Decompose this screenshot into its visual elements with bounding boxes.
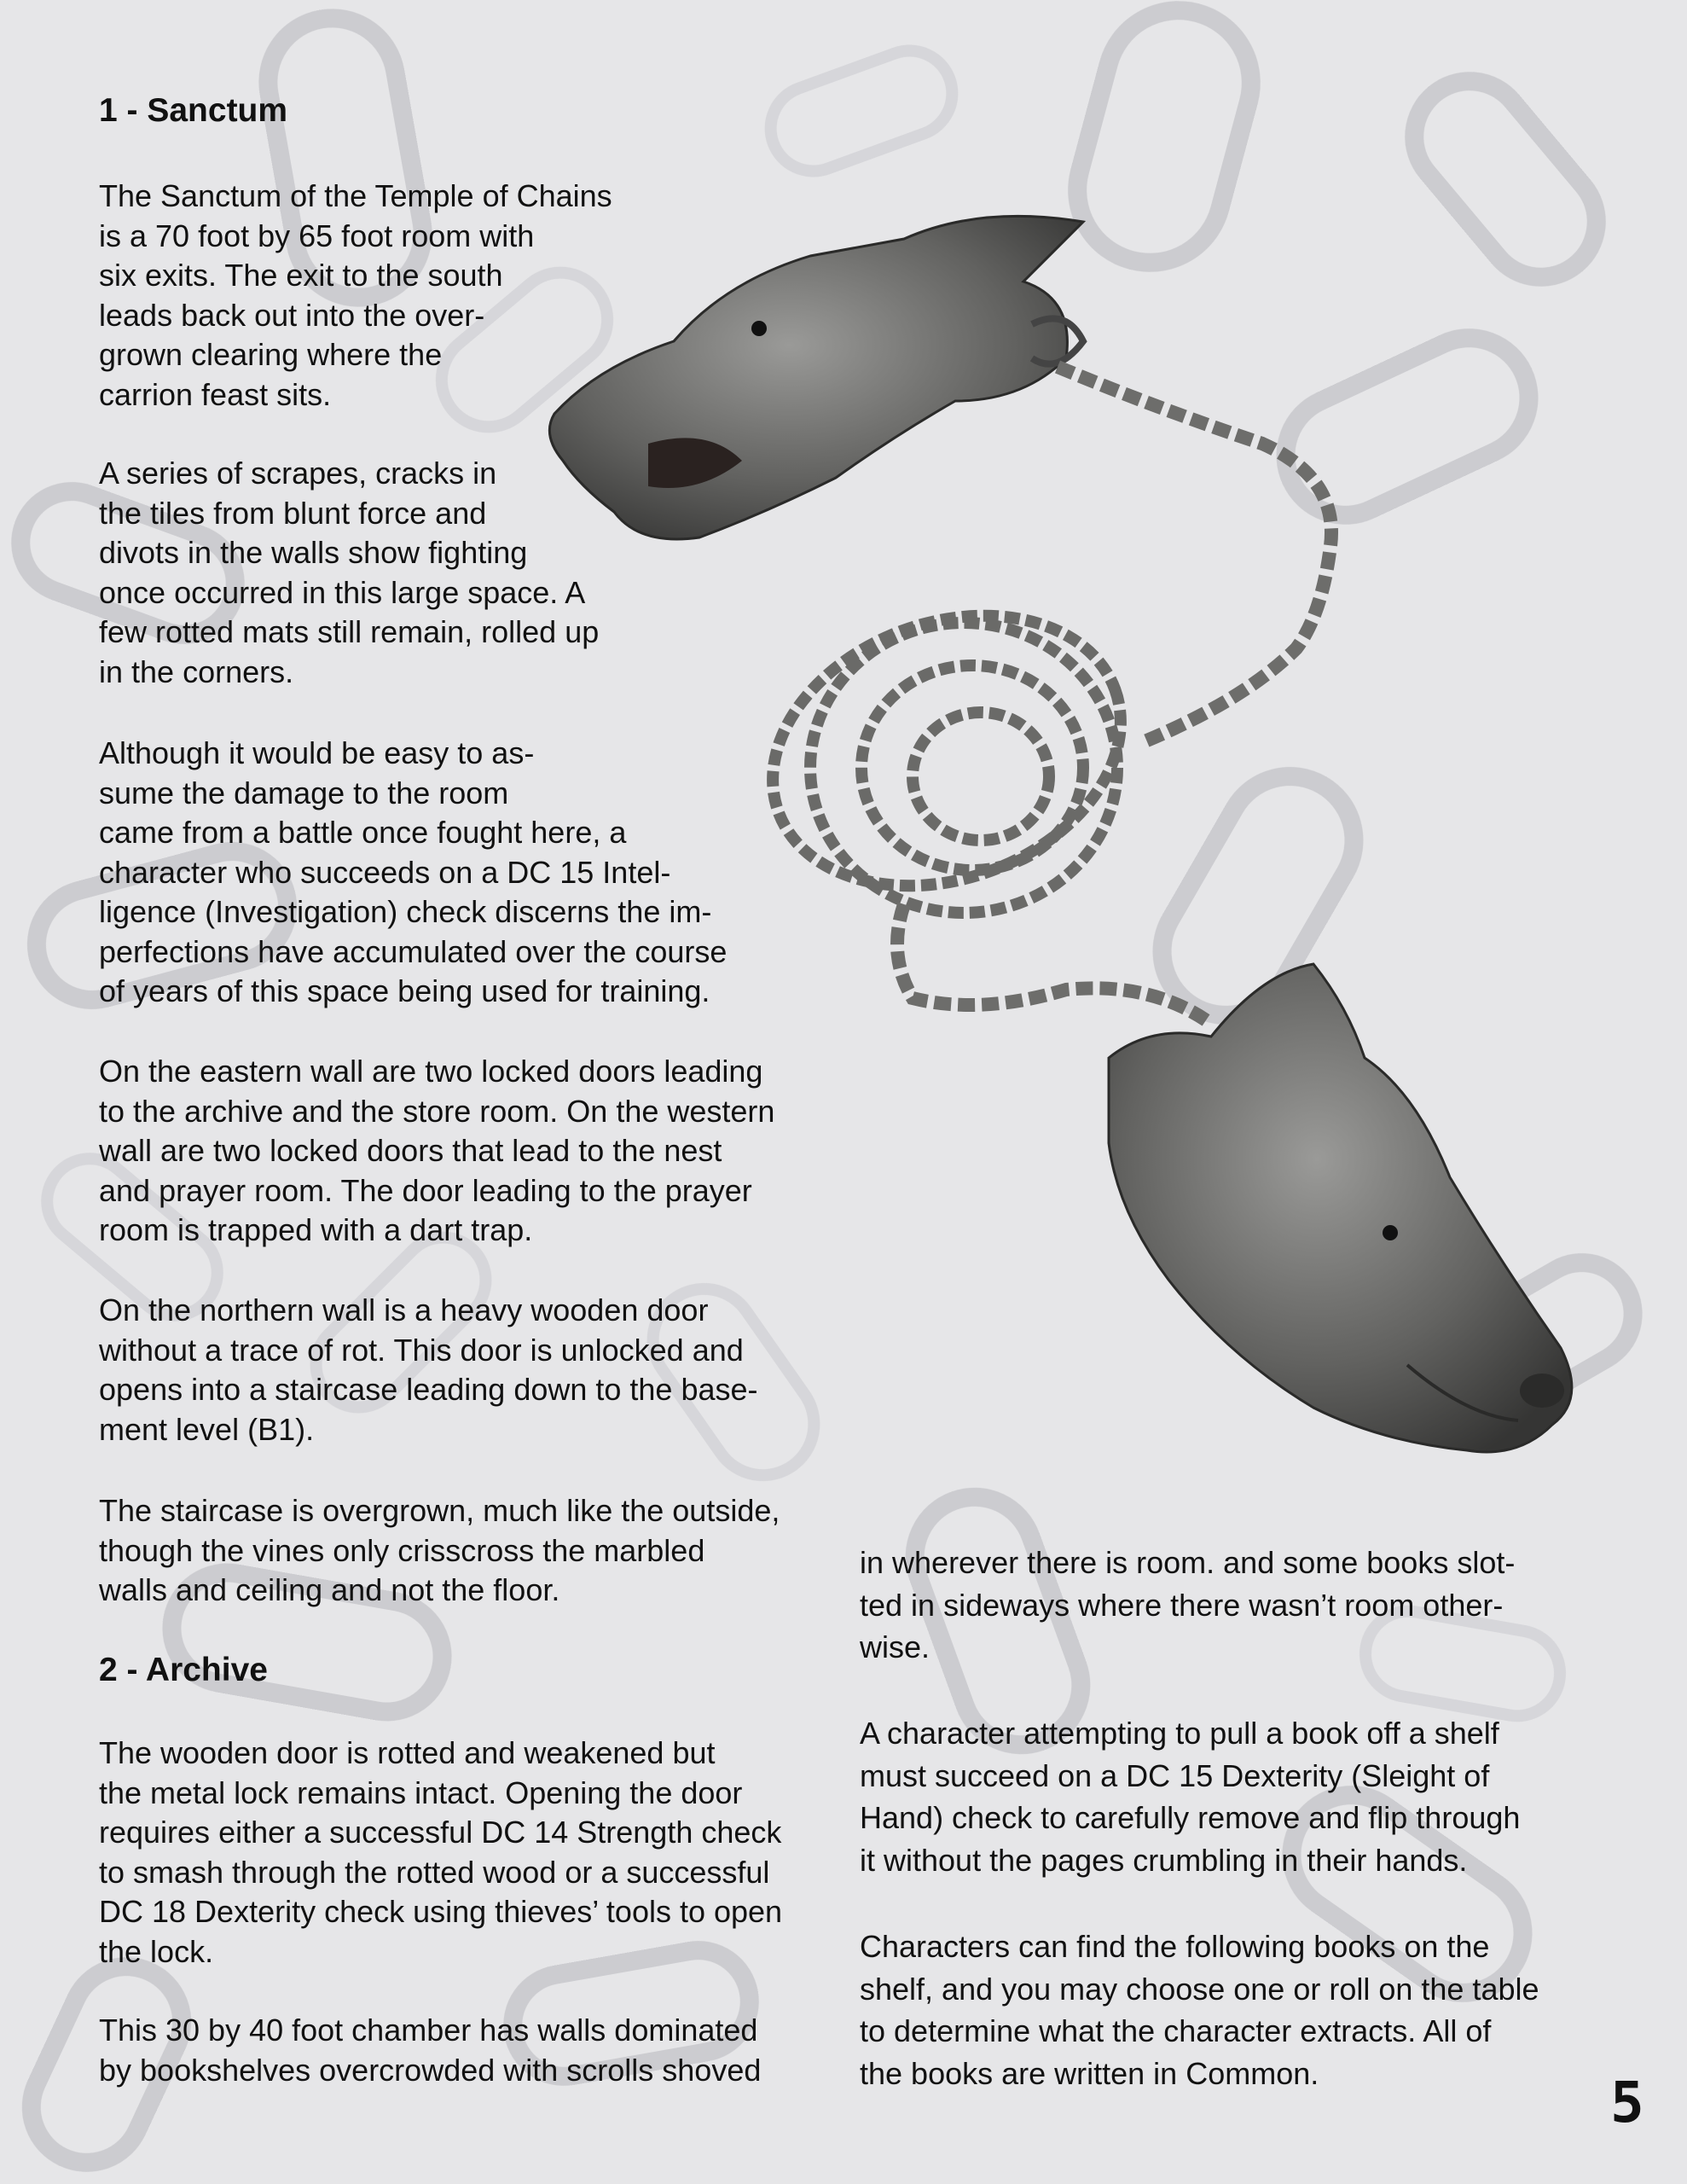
archive-paragraph-2: This 30 by 40 foot chamber has walls dominated by bookshelves overcrowded with scrolls shoved (99, 2013, 762, 2088)
right-column-paragraph-2: A character attempting to pull a book off a shelf must succeed on a DC 15 Dexterity (Sleight of Hand) check to carefully remove and flip through it without the pages crumbling in their hands. (860, 1716, 1521, 1878)
archive-paragraph-1: The wooden door is rotted and weakened but the metal lock remains intact. Opening the door requires either a successful DC 14 Strength check to smash through the rotted wood or a successful DC 18 Dexterity check using thieves’ tools to open the lock. (99, 1735, 783, 1969)
right-column-paragraph-1: in wherever there is room. and some books slot- ted in sideways where there wasn’t room other- wise. (860, 1545, 1516, 1664)
sanctum-paragraph-6: The staircase is overgrown, much like the outside, though the vines only crisscross the marbled walls and ceiling and not the floor. (99, 1493, 780, 1607)
coiled-chain-icon (734, 569, 1158, 932)
sanctum-paragraph-5: On the northern wall is a heavy wooden door without a trace of rot. This door is unlocked and opens into a staircase leading down to the base- ment level (B1). (99, 1292, 758, 1447)
sanctum-paragraph-3: Although it would be easy to as- sume the damage to the room came from a battle once fought here, a character who succeeds on a DC 15 Intel- ligence (Investigation) check discerns the im- perfections have accumulated over the course of years of this space being used for training. (99, 735, 728, 1008)
sanctum-paragraph-1: The Sanctum of the Temple of Chains is a 70 foot by 65 foot room with six exits. The exit to the south leads back out into the over- grown clearing where the carrion feast sits. (99, 178, 612, 412)
sanctum-paragraph-4: On the eastern wall are two locked doors leading to the archive and the store room. On the western wall are two locked doors that lead to the nest and prayer room. The door leading to the prayer room is trapped with a dart trap. (99, 1054, 775, 1247)
section-heading-sanctum: 1 - Sanctum (99, 92, 288, 129)
page-number: 5 (1610, 2070, 1644, 2135)
section-heading-archive: 2 - Archive (99, 1652, 268, 1688)
right-column-paragraph-3: Characters can find the following books on the shelf, and you may choose one or roll on the table to determine what the character extracts. All of the books are written in Common. (860, 1929, 1539, 2091)
upper-wolf-head-icon (549, 216, 1083, 539)
lower-wolf-head-icon (1109, 964, 1572, 1452)
sanctum-paragraph-2: A series of scrapes, cracks in the tiles from blunt force and divots in the walls show fighting once occurred in this large space. A few rotted mats still remain, rolled up in the corners. (99, 456, 600, 689)
